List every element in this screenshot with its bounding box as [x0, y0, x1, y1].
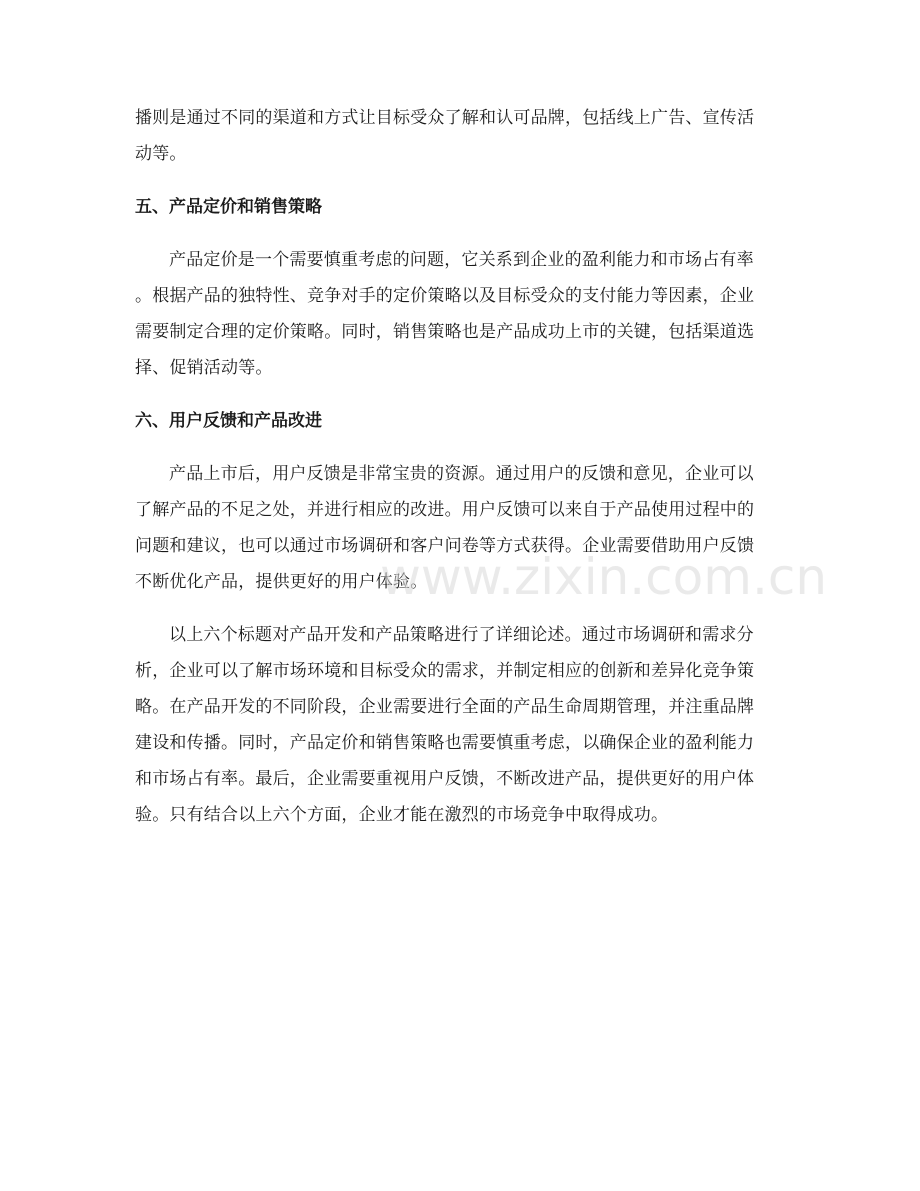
section-6-paragraph	[135, 456, 785, 600]
section-5-paragraph	[135, 242, 785, 386]
section-heading-6: 六、用户反馈和产品改进	[135, 411, 322, 431]
text-line: 播则是通过不同的渠道和方式让目标受众了解和认可品牌，包括线上广告、宣传活	[135, 108, 755, 128]
document-page	[135, 100, 785, 833]
text-line: 析，企业可以了解市场环境和目标受众的需求，并制定相应的创新和差异化竞争策	[135, 661, 755, 681]
intro-paragraph	[135, 100, 785, 172]
text-line: 需要制定合理的定价策略。同时，销售策略也是产品成功上市的关键，包括渠道选	[135, 322, 755, 342]
section-heading-5: 五、产品定价和销售策略	[135, 197, 322, 217]
text-line: 择、促销活动等。	[135, 358, 273, 378]
text-line: 产品上市后，用户反馈是非常宝贵的资源。通过用户的反馈和意见，企业可以	[169, 464, 754, 484]
text-line: 问题和建议，也可以通过市场调研和客户问卷等方式获得。企业需要借助用户反馈	[135, 536, 755, 556]
text-line: 了解产品的不足之处，并进行相应的改进。用户反馈可以来自于产品使用过程中的	[135, 500, 755, 520]
text-line: 动等。	[135, 144, 187, 164]
text-line: 略。在产品开发的不同阶段，企业需要进行全面的产品生命周期管理，并注重品牌	[135, 697, 755, 717]
text-line: 产品定价是一个需要慎重考虑的问题，它关系到企业的盈利能力和市场占有率	[169, 250, 754, 270]
text-line: 以上六个标题对产品开发和产品策略进行了详细论述。通过市场调研和需求分	[169, 625, 754, 645]
watermark: www.zixin.com.cn	[380, 548, 828, 606]
conclusion-paragraph	[135, 617, 785, 833]
text-line: 建设和传播。同时，产品定价和销售策略也需要慎重考虑，以确保企业的盈利能力	[135, 733, 755, 753]
text-line: 。根据产品的独特性、竞争对手的定价策略以及目标受众的支付能力等因素，企业	[135, 286, 755, 306]
text-line: 不断优化产品，提供更好的用户体验。	[135, 572, 428, 592]
text-line: 和市场占有率。最后，企业需要重视用户反馈，不断改进产品，提供更好的用户体	[135, 769, 755, 789]
text-line: 验。只有结合以上六个方面，企业才能在激烈的市场竞争中取得成功。	[135, 805, 669, 825]
